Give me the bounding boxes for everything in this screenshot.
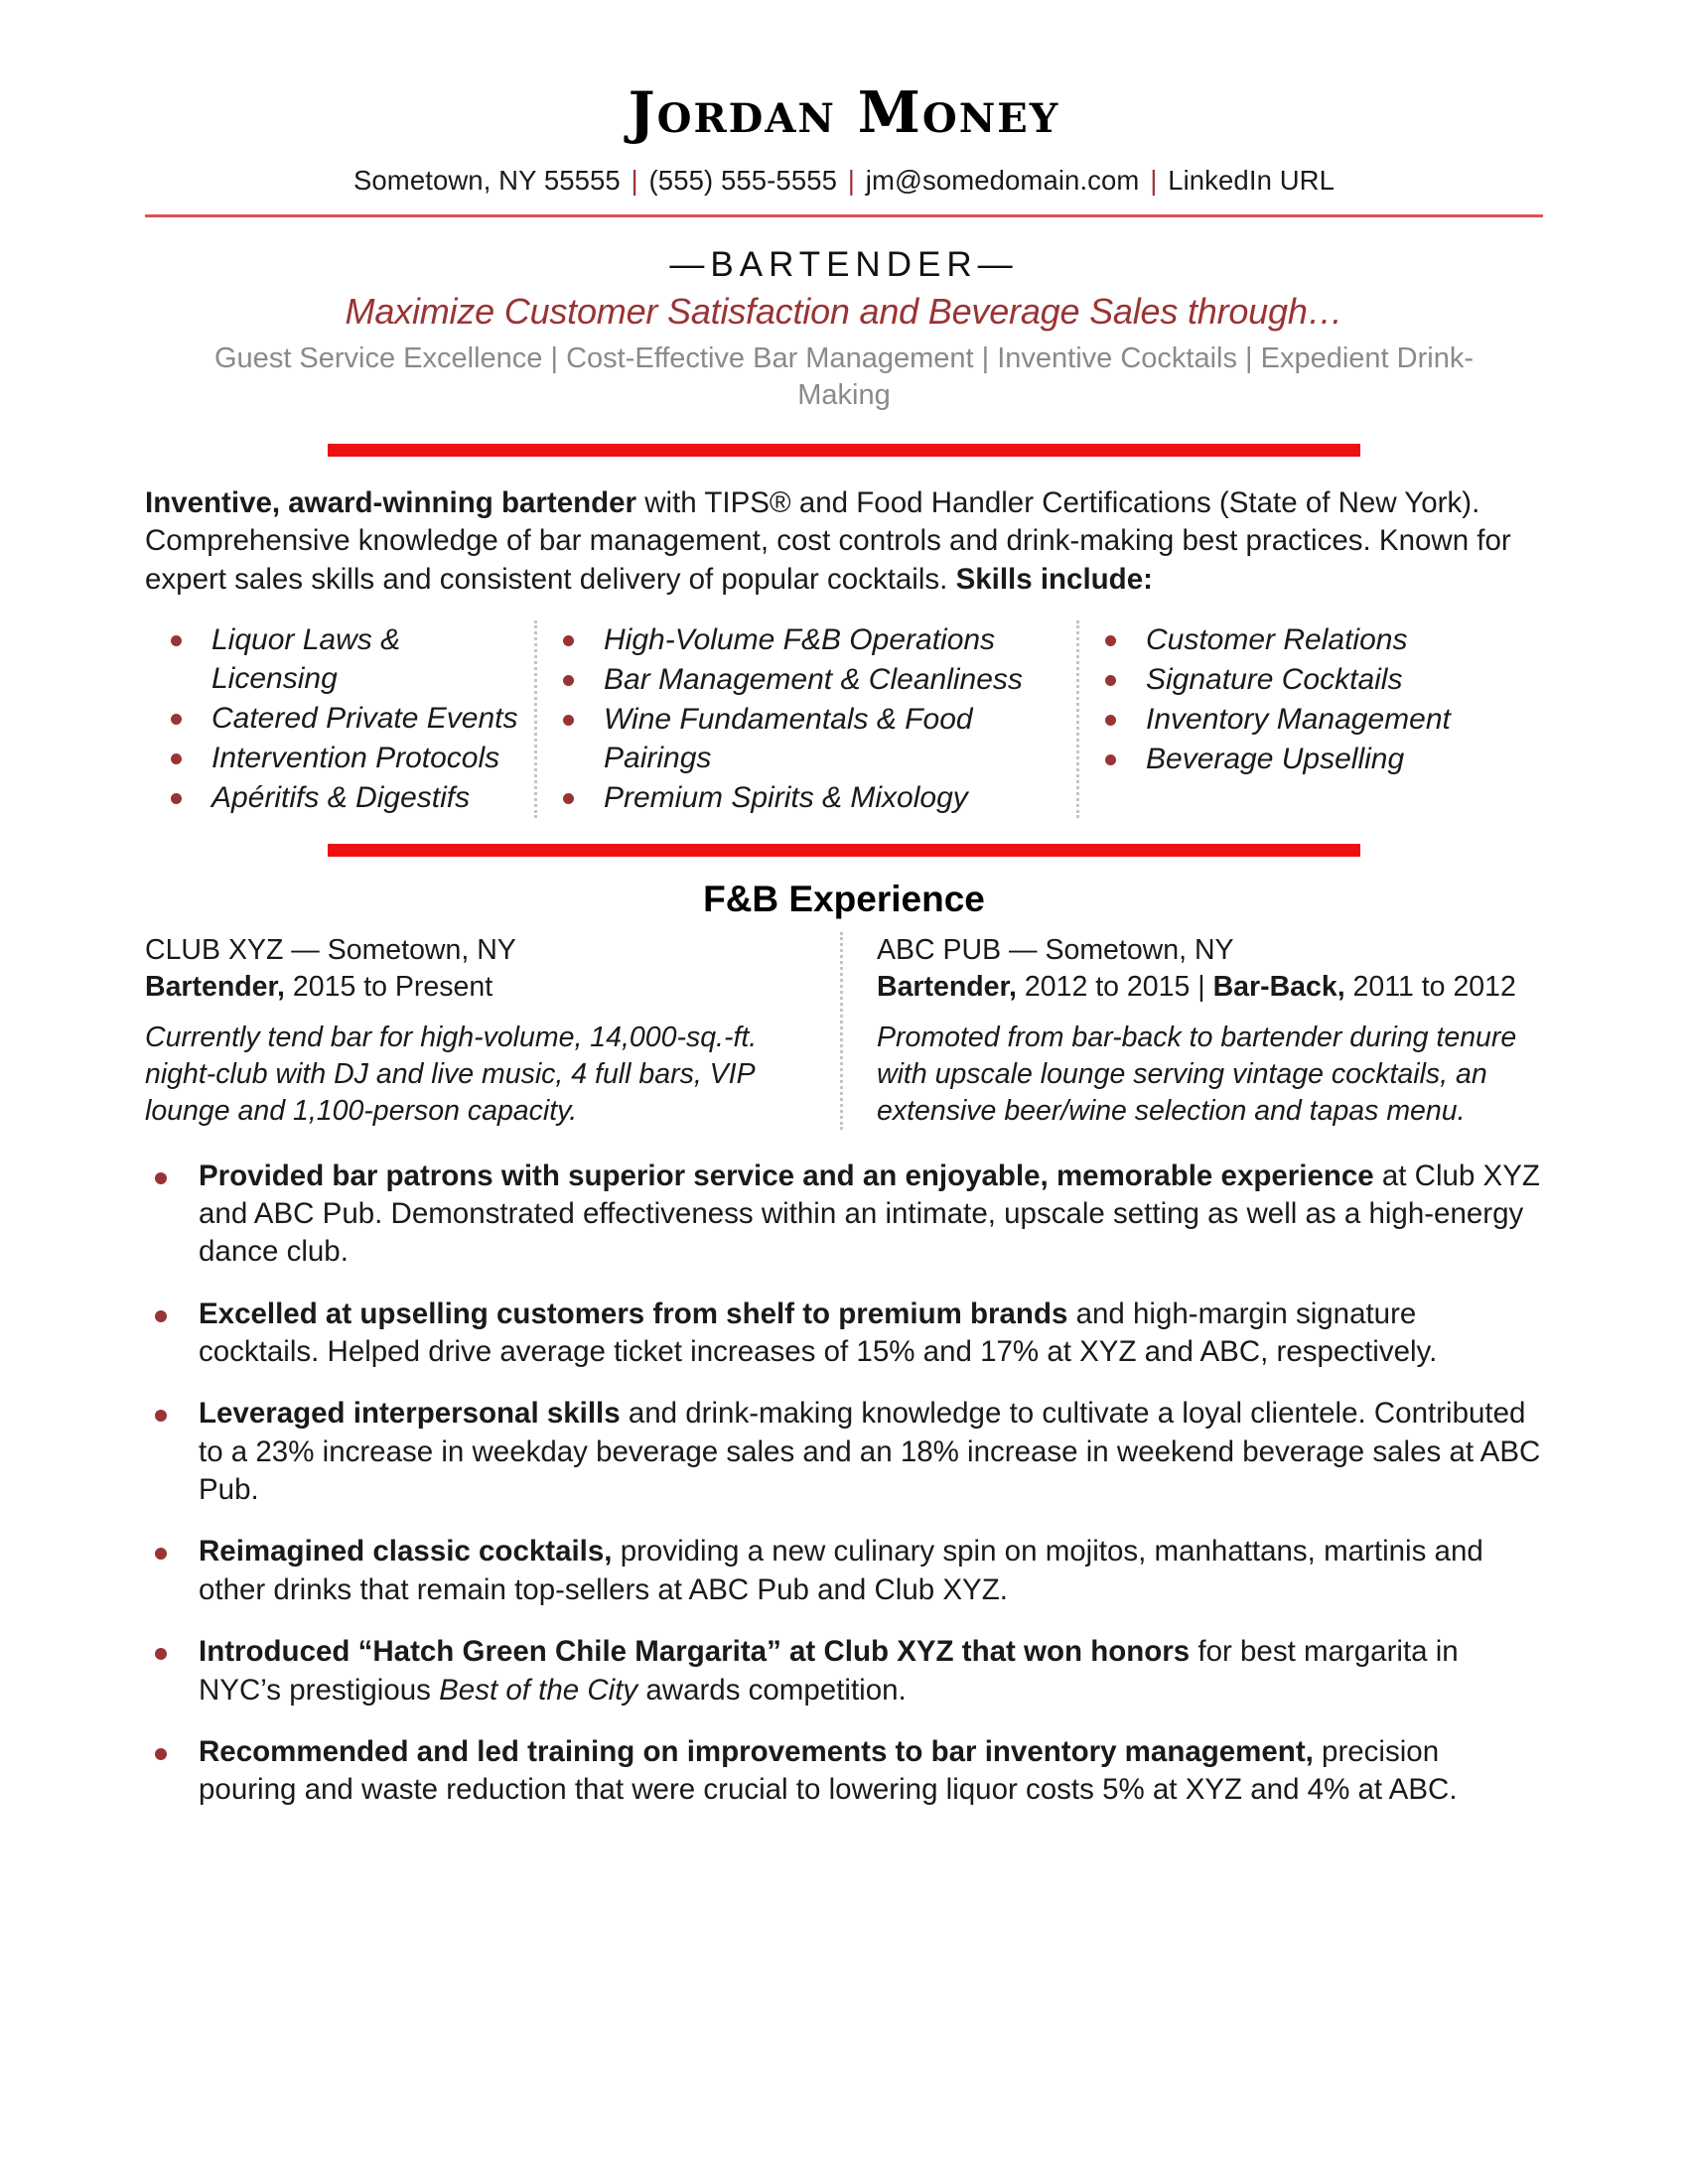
contact-location: Sometown, NY 55555 <box>352 164 621 196</box>
job-role-dates: 2012 to 2015 | <box>1016 970 1213 1003</box>
achievement-detail: precision pouring and waste reduction that were crucial to lowering liquor costs 5% at XYZ and 4% at ABC. <box>199 1734 1458 1807</box>
bullet-icon <box>563 793 574 804</box>
skill-item <box>1105 740 1503 778</box>
skill-label: Liquor Laws & Licensing <box>211 623 401 696</box>
summary-body: with TIPS® and Food Handler Certifications (State of New York). Comprehensive knowledge of bar management, cost controls and drink-making best practices. Known for expert sales skills and consistent delivery of popular cocktails. <box>145 486 1511 596</box>
contact-separator-3: | <box>1150 164 1158 196</box>
skills-columns <box>145 599 1543 818</box>
skill-item <box>171 699 534 738</box>
skill-label: Wine Fundamentals & Food Pairings <box>604 703 973 775</box>
job-role <box>877 969 1543 1006</box>
contact-phone: (555) 555-5555 <box>648 164 838 196</box>
contact-separator-2: | <box>847 164 856 196</box>
headline-tagline: Maximize Customer Satisfaction and Beverage Sales through… <box>345 290 1343 332</box>
job-description: Promoted from bar-back to bartender during tenure with upscale lounge serving vintage cocktails, an extensive beer/wine selection and tapas menu. <box>877 1021 1517 1127</box>
summary-skills-label: Skills include: <box>955 562 1153 596</box>
bullet-icon <box>1105 635 1116 646</box>
job-role-dates-secondary: 2011 to 2012 <box>1344 970 1516 1003</box>
skill-label: Premium Spirits & Mixology <box>604 781 968 815</box>
achievement-text <box>199 1395 1543 1509</box>
skill-label: Beverage Upselling <box>1146 743 1405 776</box>
skill-item <box>171 739 534 777</box>
bullet-icon <box>155 1310 167 1322</box>
achievement-highlight: Recommended and led training on improvements to bar inventory management, <box>199 1734 1314 1768</box>
job-role-title: Bartender, <box>145 970 285 1003</box>
jobs-columns <box>145 932 1543 1130</box>
bullet-icon <box>563 715 574 726</box>
achievement-item <box>145 1533 1543 1609</box>
achievement-text <box>199 1533 1543 1609</box>
job-company: CLUB XYZ — Sometown, NY <box>145 934 516 967</box>
job-entry-abc-pub <box>840 932 1543 1130</box>
skills-column-3 <box>1076 620 1503 818</box>
bullet-icon <box>155 1648 167 1660</box>
job-role-title-secondary: Bar-Back, <box>1212 970 1345 1003</box>
skills-column-2 <box>534 620 1076 818</box>
achievement-item <box>145 1395 1543 1509</box>
achievement-text <box>199 1633 1543 1709</box>
achievement-text <box>199 1296 1543 1372</box>
achievement-text <box>199 1733 1543 1810</box>
job-company: ABC PUB — Sometown, NY <box>877 934 1234 967</box>
achievement-text <box>199 1158 1543 1272</box>
achievement-detail: providing a new culinary spin on mojitos, manhattans, martinis and other drinks that remain top-sellers at ABC Pub and Club XYZ. <box>199 1535 1483 1606</box>
skill-label: Apéritifs & Digestifs <box>211 781 471 815</box>
skill-label: Signature Cocktails <box>1146 663 1403 697</box>
bullet-icon <box>155 1748 167 1760</box>
bullet-icon <box>171 635 182 646</box>
skill-label: Intervention Protocols <box>211 742 500 775</box>
contact-separator-1: | <box>631 164 638 196</box>
summary-lead: Inventive, award-winning bartender <box>145 486 637 520</box>
section-heading-experience: F&B Experience <box>703 879 985 920</box>
skill-item <box>1105 700 1503 739</box>
achievement-highlight: Introduced “Hatch Green Chile Margarita” at Club XYZ that won honors <box>199 1635 1191 1669</box>
job-entry-club-xyz <box>145 932 840 1130</box>
achievement-highlight: Provided bar patrons with superior service and an enjoyable, memorable experience <box>199 1159 1374 1192</box>
job-description: Currently tend bar for high-volume, 14,000-sq.-ft. night-club with DJ and live music, 4 full bars, VIP lounge and 1,100-person capacity. <box>145 1021 758 1127</box>
contact-line <box>145 143 1543 197</box>
bullet-icon <box>171 793 182 804</box>
bullet-icon <box>563 635 574 646</box>
bullet-icon <box>155 1172 167 1184</box>
job-role-title: Bartender, <box>877 970 1017 1003</box>
achievement-detail: and high-margin signature cocktails. Helped drive average ticket increases of 15% and 17% at XYZ and ABC, respectively. <box>199 1297 1438 1369</box>
skill-label: High-Volume F&B Operations <box>604 623 996 657</box>
candidate-name: Jordan Money <box>628 79 1060 146</box>
achievement-detail-continued: awards competition. <box>637 1673 907 1706</box>
achievement-item <box>145 1733 1543 1810</box>
skill-label: Bar Management & Cleanliness <box>604 663 1023 697</box>
skill-item <box>563 700 1076 777</box>
job-role <box>145 969 806 1006</box>
target-job-title: —BARTENDER— <box>669 244 1019 284</box>
headline-subtagline: Guest Service Excellence | Cost-Effective Bar Management | Inventive Cocktails | Expedient Drink-Making <box>214 341 1474 411</box>
achievement-detail: for best margarita in NYC’s prestigious <box>199 1635 1459 1706</box>
skill-item <box>1105 660 1503 699</box>
bullet-icon <box>155 1410 167 1422</box>
job-role-dates: 2015 to Present <box>284 970 493 1003</box>
skills-column-1 <box>145 620 534 818</box>
bullet-icon <box>563 675 574 686</box>
skill-item <box>1105 620 1503 659</box>
red-divider-bar-top <box>328 444 1360 457</box>
skill-item <box>563 660 1076 699</box>
achievement-item <box>145 1633 1543 1709</box>
contact-email[interactable]: jm@somedomain.com <box>865 164 1140 196</box>
achievement-highlight: Leveraged interpersonal skills <box>199 1397 621 1431</box>
achievement-item <box>145 1158 1543 1272</box>
skill-item <box>171 620 534 698</box>
red-divider-bar-middle <box>328 844 1360 857</box>
skill-label: Customer Relations <box>1146 623 1408 657</box>
achievements-list <box>145 1130 1543 1810</box>
achievement-highlight: Excelled at upselling customers from shelf to premium brands <box>199 1297 1068 1330</box>
skill-label: Catered Private Events <box>211 702 518 736</box>
bullet-icon <box>171 753 182 764</box>
bullet-icon <box>1105 715 1116 726</box>
skill-item <box>563 620 1076 659</box>
contact-linkedin[interactable]: LinkedIn URL <box>1168 164 1336 196</box>
bullet-icon <box>1105 754 1116 765</box>
bullet-icon <box>155 1548 167 1560</box>
skill-item <box>171 778 534 817</box>
bullet-icon <box>171 714 182 725</box>
professional-summary <box>145 457 1543 599</box>
achievement-highlight: Reimagined classic cocktails, <box>199 1535 613 1569</box>
achievement-award-name: Best of the City <box>439 1673 638 1706</box>
achievement-detail: at Club XYZ and ABC Pub. Demonstrated effectiveness within an intimate, upscale setting as well as a high-energy dance club. <box>199 1159 1540 1269</box>
skill-item <box>563 778 1076 817</box>
achievement-detail: and drink-making knowledge to cultivate a loyal clientele. Contributed to a 23% increase in weekday beverage sales and an 18% increase in weekend beverage sales at ABC Pub. <box>199 1397 1541 1507</box>
skill-label: Inventory Management <box>1146 703 1451 737</box>
bullet-icon <box>1105 675 1116 686</box>
achievement-item <box>145 1296 1543 1372</box>
